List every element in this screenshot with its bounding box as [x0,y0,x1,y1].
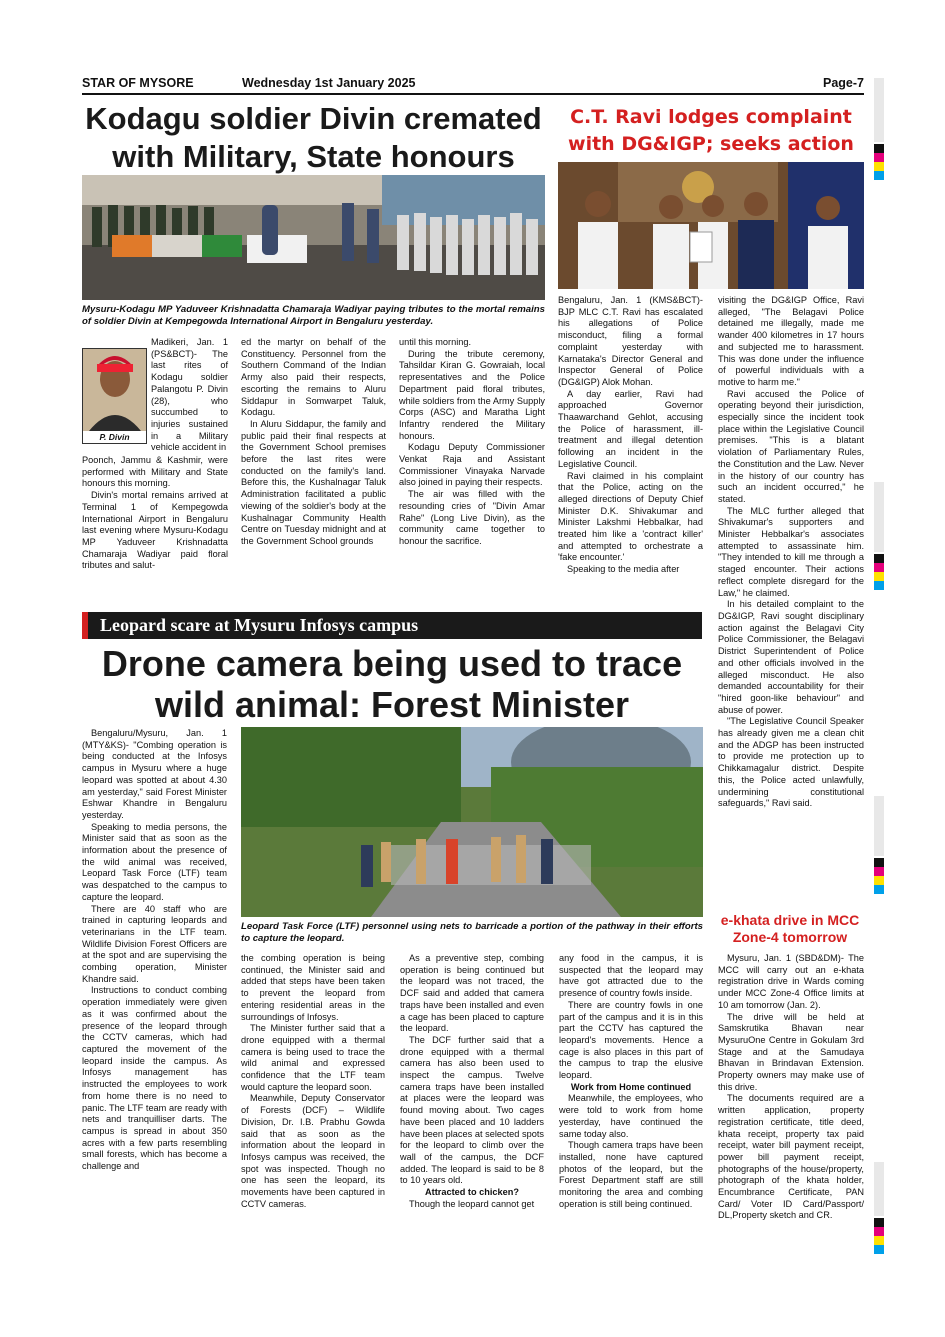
story2-headline-line1: C.T. Ravi lodges complaint [570,106,852,128]
masthead-rule [82,93,864,95]
paragraph: Meanwhile, the employees, who were told to work from home yesterday, have continued the same today also. [559,1093,703,1139]
paragraph: There are country fowls in one part of the campus and it is in this part the CCTV has captured the leopard's movements. Hence a cage is also places in this part of the campus to trap the elusive leopard. [559,999,703,1081]
paragraph: visiting the DG&IGP Office, Ravi alleged, "The Belagavi Police detained me illegally, made me wander 400 kilometres in 17 hours and subjected me to harassment. This was done under the influence of powerful individuals with a motive to harm me." [718,295,864,387]
paragraph: The MLC further alleged that Shivakumar's supporters and Minister Hebbalkar's associates attempted to assassinate him. "They intended to kill me through a staged encounter. Their actions reflect complete disregard for the Law," he claimed. [718,505,864,598]
paragraph: There are 40 staff who are trained in capturing leopards and veterinarians in the LTF team. Wildlife Division Forest Officers are at the spot and are supervising the combing operation, Minister Khandre said. [82,903,227,984]
story3-col2 [241,953,385,1210]
registration-mark-magenta [874,1227,884,1236]
paragraph: During the tribute ceremony, Tahsildar Kiran G. Gowraiah, local representatives and the Police Department paid floral tributes, while soldiers from the Army Supply Corps (ASC) and Maratha Light Infantry rendered the Military honours. [399,348,545,441]
registration-mark-cyan [874,1245,884,1254]
registration-strip-mid2 [874,796,884,856]
story4-headline-line2: Zone-4 tomorrow [732,929,848,945]
story1-col1 [82,455,228,572]
story3-headline [82,643,702,725]
paragraph: The drive will be held at Samskrutika Bhavan near MysuruOne Centre in Gokulam 3rd Stage and at the Samudaya Bhavan in Brindavan Extension. Property owners may make use of this drive. [718,1011,864,1092]
registration-mark-black [874,144,884,153]
paragraph: Though camera traps have been installed, none have captured photos of the leopard, but the Forest Department staff are still monitoring the area and combing operation is still being continued. [559,1140,703,1209]
story4-headline-line1: e-khata drive in MCC [720,912,860,928]
story4-headline [716,912,864,946]
story3-kicker: Leopard scare at Mysuru Infosys campus [82,612,702,639]
story3-photo-caption: Leopard Task Force (LTF) personnel using nets to barricade a portion of the pathway in their efforts to capture the leopard. [241,921,703,944]
story1-col3 [399,337,545,548]
paragraph: Kodagu Deputy Commissioner Venkat Raja and Assistant Commissioner Vinayaka Narvade also joined in paying their respects. [399,442,545,488]
issue-date: Wednesday 1st January 2025 [242,76,416,90]
paragraph: Ravi accused the Police of operating beyond their jurisdiction, especially since the incident took place within the Legislative Council premises. "This is a blatant violation of Parliamentary Rules, the Constitution and the Law. Never in the history of our country has such an incident occurred," he stated. [718,388,864,504]
paragraph: ed the martyr on behalf of the Constituency. Personnel from the Southern Command of the Indian Army also paid their respects, escorting the remains to Aluru Siddapur in Somwarpet Taluk, Kodagu. [241,337,386,418]
paragraph: Madikeri, Jan. 1 (PS&BCT)- The last rites of Kodagu soldier Palangotu P. Divin (28), who succumbed to injuries sustained in a Military vehicle accident in [151,337,228,453]
story1-photo [82,175,545,300]
registration-strip-top [874,78,884,142]
registration-mark-cyan [874,171,884,180]
story1-col1-short [151,337,228,454]
registration-mark-yellow [874,162,884,171]
story3-photo [241,727,703,917]
subhead-attracted-to-chicken: Attracted to chicken? [425,1187,519,1198]
paragraph: The documents required are a written application, property registration certificate, title deed, khata receipt, property tax paid receipt, water bill payment receipt, power bill payment receipt, photographs of the house/property, photograph of the khata holder, Encumbrance Certificate, PAN Card/ Voter ID Card/Passport/ DL,Property sketch and CR. [718,1093,864,1221]
paragraph: any food in the campus, it is suspected that the leopard may have got attracted due to the presence of country fowls inside. [559,953,703,999]
registration-mark-yellow [874,1236,884,1245]
story1-col2 [241,337,386,548]
story3-col1 [82,728,227,1173]
divin-mugshot [82,348,147,444]
paragraph: until this morning. [399,337,472,347]
registration-strip-mid [874,482,884,552]
registration-mark-cyan [874,581,884,590]
paragraph: Though the leopard cannot get [409,1198,535,1209]
paragraph: Mysuru, Jan. 1 (SBD&DM)- The MCC will carry out an e-khata registration drive in Wards coming under MCC Zone-4 Office limits at 10 am tomorrow (Jan. 2). [718,953,864,1010]
story3-col4 [559,953,703,1210]
paragraph: Meanwhile, Deputy Conservator of Forests (DCF) – Wildlife Division, Dr. I.B. Prabhu Gowda said that as soon as the information about the leopard in Infosys campus was received, the spot was inspected. Though no one has seen the leopard, its movements have been captured in CCTV cameras. [241,1093,385,1209]
story2-headline-line2: with DG&IGP; seeks action [568,133,854,155]
registration-strip-bottom [874,1162,884,1216]
registration-mark-yellow [874,572,884,581]
registration-mark-magenta [874,563,884,572]
paragraph: The Minister further said that a drone equipped with a thermal camera is being used to trace the wild animal and expressed confidence that the LTF team would capture the leopard soon. [241,1023,385,1092]
paragraph: "The Legislative Council Speaker has already given me a clean chit and the ADGP has been instructed to provide me protection up to Chikkamagalur district. Despite this, the Police acted unlawfully, undermining constitutional safeguards," Ravi said. [718,716,864,809]
story2-headline [555,104,867,158]
story1-headline-line2: with Military, State honours [112,139,515,174]
registration-mark-magenta [874,867,884,876]
paragraph: The DCF further said that a drone equipped with a thermal camera has also been used to inspect the campus. Twelve camera traps have been installed at places were the leopard was found moving about. Two cages have been placed and 10 ladders have been places at selected spots for the leopard to climb over the wall of the campus, the DCF added. The leopard is said to be 8 to 10 years old. [400,1034,544,1186]
story2-col1 [558,295,703,576]
registration-mark-magenta [874,153,884,162]
story3-col3 [400,953,544,1210]
paragraph: As a preventive step, combing operation is being continued but the leopard was not traced, the DCF said and added that camera traps have been installed and even a cage has been placed to capture the leopard. [400,953,544,1034]
paragraph: Speaking to the media after [567,564,680,575]
paper-name: STAR OF MYSORE [82,76,194,90]
paragraph: The air was filled with the resounding cries of "Divin Amar Rahe" (Long Live Divin), as the community came together to honour the sacrifice. [399,489,545,546]
registration-mark-black [874,554,884,563]
masthead [82,76,864,92]
story4-col [718,953,864,1222]
registration-mark-cyan [874,885,884,894]
story3-headline-line2: wild animal: Forest Minister [154,684,630,725]
paragraph: Divin's mortal remains arrived at Terminal 1 of Kempegowda International Airport in Bengaluru last evening where Mysuru-Kodagu MP Yaduveer Krishnadatta Chamaraja Wadiyar paid floral tributes and salut- [82,490,228,571]
paragraph: Bengaluru, Jan. 1 (KMS&BCT)- BJP MLC C.T. Ravi has escalated his allegations of Police misconduct, filing a formal complaint yesterday with Karnataka's Director General and Inspector General of Police (DG&IGP) Alok Mohan. [558,295,703,387]
paragraph: Ravi claimed in his complaint that the Police, acting on the alleged directions of Deputy Chief Minister D.K. Shivakumar and Minister Lakshmi Hebbalkar, had treated him like a 'contract killer' and attempted to orchestrate a 'fake encounter.' [558,470,703,563]
story1-headline [82,100,545,176]
story2-col2 [718,295,864,810]
paragraph: Instructions to conduct combing operation immediately were given as it was confirmed about the presence of the leopard through the CCTV cameras, which had captured the movement of the leopard inside the campus. As Infosys management has instructed the employees to work from home there is no need to panic. The LTF team are ready with nets and tranquilliser darts. The campus is spread in about 350 acres with a few parts resembling small forests, which has become a challenge and [82,985,227,1172]
paragraph: In Aluru Siddapur, the family and public paid their final respects at the Government School premises before the last rites were conducted on the family's land. Before this, the Kushalnagar Taluk Administration facilitated a public viewing of the soldier's body at the Kushalnagar Community Health Centre on Tuesday midnight and at the Government School grounds [241,418,386,546]
page-number: Page-7 [823,76,864,90]
story3-headline-line1: Drone camera being used to trace [101,643,683,684]
story2-photo [558,162,864,289]
story1-headline-line1: Kodagu soldier Divin cremated [85,101,542,136]
paragraph: In his detailed complaint to the DG&IGP, Ravi sought disciplinary action against the Belagavi City Police Commissioner, the Belagavi District Superintendent of Police and other officials involved in the alleged misconduct. He also demanded accountability for their "hired goon-like behaviour" and abuse of power. [718,599,864,715]
registration-mark-black [874,858,884,867]
mugshot-caption: P. Divin [83,431,146,444]
paragraph: the combing operation is being continued, the Minister said and added that steps have been taken to prevent the leopard from entering residential areas in the surroundings of Infosys. [241,953,385,1022]
paragraph: A day earlier, Ravi had approached Governor Thaawarchand Gehlot, accusing the Police of harassment, ill-treatment and illegal detention following an incident in the Legislative Council. [558,388,703,469]
paragraph: Speaking to media persons, the Minister said that as soon as the information about the presence of the wild animal was received, Leopard Task Force (LTF) team was despatched to the campus to capture the leopard. [82,821,227,902]
story1-photo-caption: Mysuru-Kodagu MP Yaduveer Krishnadatta Chamaraja Wadiyar paying tributes to the mortal remains of soldier Divin at Kempegowda International Airport in Bengaluru yesterday. [82,304,545,327]
paragraph: Poonch, Jammu & Kashmir, were performed with Military and State honours this morning. [82,455,228,489]
subhead-work-from-home: Work from Home continued [570,1081,692,1092]
paragraph: Bengaluru/Mysuru, Jan. 1 (MTY&KS)- "Combing operation is being conducted at the Infosys campus in Mysuru where a huge leopard was spotted at about 4.30 am yesterday," said Forest Minister Eshwar Khandre in Bengaluru yesterday. [82,728,227,820]
registration-mark-black [874,1218,884,1227]
registration-mark-yellow [874,876,884,885]
